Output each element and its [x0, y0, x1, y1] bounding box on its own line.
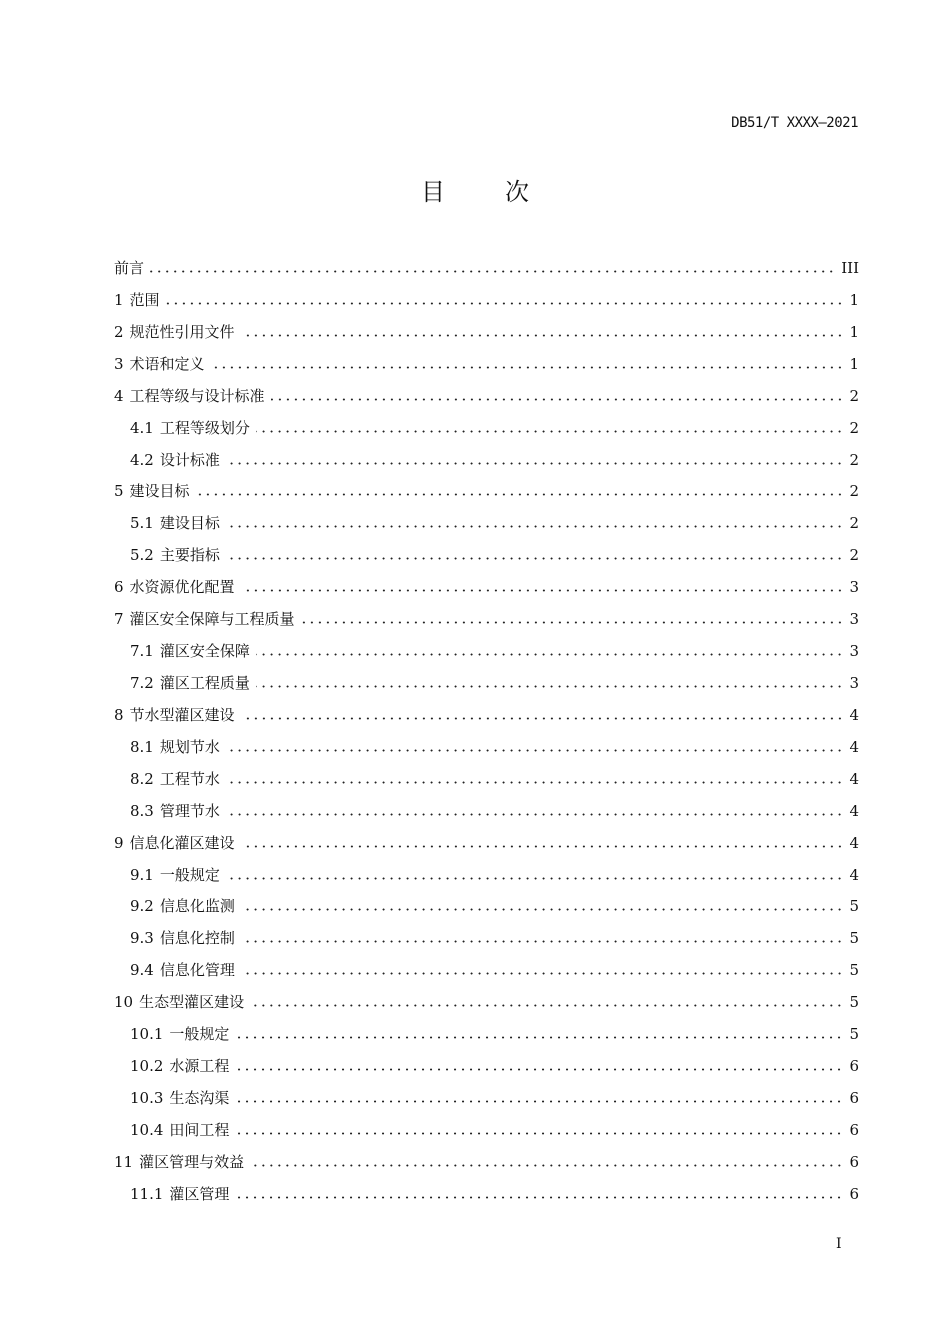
toc-entry[interactable]: [114, 512, 859, 544]
dot-leader: [196, 493, 844, 496]
toc-entry-number: 1: [114, 290, 124, 309]
toc-entry-text: 信息化管理: [159, 961, 235, 980]
toc-entry-number: 10.2: [130, 1057, 164, 1076]
toc-entry-page: 2: [849, 418, 859, 437]
toc-entry-label: [114, 321, 235, 342]
toc-entry-number: 6: [114, 578, 124, 597]
toc-entry-page: 4: [849, 833, 859, 852]
dot-leader: [226, 877, 844, 880]
toc-entry-label: [130, 417, 250, 438]
dot-leader: [241, 717, 844, 720]
dot-leader: [301, 621, 844, 624]
toc-entry-page: 5: [849, 961, 859, 980]
toc-entry-label: [130, 672, 250, 693]
toc-entry[interactable]: [114, 608, 859, 640]
toc-entry[interactable]: [114, 385, 859, 417]
toc-entry-text: 工程节水: [159, 769, 220, 788]
dot-leader: [226, 462, 844, 465]
toc-entry[interactable]: [114, 991, 859, 1023]
toc-entry-text: 灌区安全保障与工程质量: [129, 610, 295, 629]
toc-entry[interactable]: [114, 895, 859, 927]
dot-leader: [250, 1164, 843, 1167]
toc-entry-text: 水资源优化配置: [129, 578, 235, 597]
dot-leader: [256, 653, 844, 656]
toc-entry[interactable]: [114, 417, 859, 449]
toc-entry-page: 1: [849, 354, 859, 373]
toc-entry-text: 一般规定: [159, 865, 220, 884]
toc-entry[interactable]: [114, 704, 859, 736]
toc-entry-label: [114, 576, 235, 597]
toc-entry-number: 10.4: [130, 1120, 164, 1139]
toc-entry-page: 4: [849, 769, 859, 788]
toc-entry[interactable]: [114, 672, 859, 704]
toc-entry-label: [114, 289, 160, 310]
toc-entry-page: 2: [849, 514, 859, 533]
dot-leader: [226, 525, 844, 528]
toc-entry[interactable]: [114, 832, 859, 864]
toc-entry-label: [130, 768, 220, 789]
toc-entry-page: 3: [849, 578, 859, 597]
page-number: I: [836, 1236, 842, 1252]
toc-entry-page: 1: [849, 290, 859, 309]
toc-entry-number: 8.1: [130, 737, 154, 756]
toc-entry-page: 3: [849, 610, 859, 629]
toc-entry[interactable]: [114, 257, 859, 289]
toc-entry-text: 生态型灌区建设: [139, 993, 245, 1012]
toc-entry[interactable]: [114, 1151, 859, 1183]
toc-entry-number: 8: [114, 705, 124, 724]
toc-entry-page: 2: [849, 546, 859, 565]
dot-leader: [235, 1132, 843, 1135]
toc-entry-label: [114, 704, 235, 725]
toc-entry-page: 4: [849, 801, 859, 820]
toc-entry-label: [114, 257, 144, 278]
toc-entry-label: [130, 544, 220, 565]
toc-entry-label: [130, 1183, 229, 1204]
dot-leader: [150, 270, 835, 273]
toc-entry-number: 2: [114, 322, 124, 341]
toc-entry-label: [130, 1023, 229, 1044]
toc-entry[interactable]: [114, 927, 859, 959]
toc-entry-text: 信息化灌区建设: [129, 833, 235, 852]
toc-entry-text: 信息化监测: [159, 897, 235, 916]
toc-entry-number: 3: [114, 354, 124, 373]
toc-entry-label: [130, 927, 235, 948]
dot-leader: [250, 1004, 843, 1007]
toc-entry[interactable]: [114, 959, 859, 991]
toc-entry[interactable]: [114, 289, 859, 321]
toc-entry-label: [130, 640, 250, 661]
toc-entry-text: 灌区管理: [169, 1184, 230, 1203]
toc-entry-label: [130, 895, 235, 916]
toc-entry-page: 1: [849, 322, 859, 341]
toc-entry-text: 术语和定义: [129, 354, 205, 373]
toc-entry-page: 6: [849, 1184, 859, 1203]
toc-entry-number: 9.4: [130, 961, 154, 980]
toc-entry[interactable]: [114, 576, 859, 608]
toc-entry-text: 节水型灌区建设: [129, 705, 235, 724]
toc-entry-number: 9.2: [130, 897, 154, 916]
dot-leader: [241, 972, 844, 975]
toc-entry-label: [114, 608, 295, 629]
toc-entry-text: 灌区安全保障: [159, 642, 250, 661]
toc-entry-number: 10.1: [130, 1025, 164, 1044]
toc-entry-label: [130, 959, 235, 980]
toc-entry-number: 4: [114, 386, 124, 405]
dot-leader: [166, 302, 844, 305]
toc-entry-label: [114, 480, 190, 501]
toc-entry[interactable]: [114, 1183, 859, 1215]
toc-entry-page: 5: [849, 897, 859, 916]
toc-entry-page: 5: [849, 1025, 859, 1044]
toc-entry-page: 3: [849, 673, 859, 692]
toc-entry-label: [130, 736, 220, 757]
toc-entry[interactable]: [114, 736, 859, 768]
dot-leader: [226, 781, 844, 784]
toc-entry-label: [130, 512, 220, 533]
toc-entry-number: 9.1: [130, 865, 154, 884]
toc-entry-page: 2: [849, 386, 859, 405]
dot-leader: [241, 908, 844, 911]
toc-entry-number: 8.2: [130, 769, 154, 788]
toc-entry-text: 范围: [129, 290, 160, 309]
dot-leader: [226, 557, 844, 560]
dot-leader: [241, 334, 844, 337]
page-title: [0, 172, 950, 207]
dot-leader: [241, 589, 844, 592]
toc-entry[interactable]: [114, 480, 859, 512]
toc-entry-number: 11.1: [130, 1184, 164, 1203]
toc-entry-page: 5: [849, 929, 859, 948]
dot-leader: [241, 845, 844, 848]
toc-entry-number: 10.3: [130, 1088, 164, 1107]
toc-entry-number: 5.2: [130, 546, 154, 565]
toc-entry-label: [114, 991, 244, 1012]
toc-entry-number: 5.1: [130, 514, 154, 533]
standard-number: DB51/T XXXX—2021: [731, 115, 858, 131]
toc-entry[interactable]: [114, 353, 859, 385]
toc-entry-page: 4: [849, 705, 859, 724]
toc-entry-label: [130, 864, 220, 885]
toc-entry[interactable]: [114, 864, 859, 896]
dot-leader: [235, 1100, 843, 1103]
toc-entry-text: 前言: [114, 259, 145, 277]
toc-entry-label: [114, 1151, 244, 1172]
toc-entry-text: 水源工程: [169, 1057, 230, 1076]
toc-entry-number: 7: [114, 610, 124, 629]
toc-entry-text: 信息化控制: [159, 929, 235, 948]
toc-entry[interactable]: [114, 1087, 859, 1119]
toc-entry[interactable]: [114, 544, 859, 576]
toc-entry-page: 3: [849, 642, 859, 661]
toc-entry-text: 管理节水: [159, 801, 220, 820]
toc-entry-label: [114, 353, 205, 374]
toc-entry[interactable]: [114, 800, 859, 832]
toc-entry-label: [130, 449, 220, 470]
toc-entry-label: [130, 1087, 229, 1108]
toc-entry-text: 规划节水: [159, 737, 220, 756]
toc-entry-label: [114, 385, 265, 406]
toc-entry-page: 2: [849, 482, 859, 501]
toc-entry[interactable]: [114, 640, 859, 672]
toc-entry[interactable]: [114, 449, 859, 481]
toc-entry-text: 灌区工程质量: [159, 673, 250, 692]
toc-entry-text: 灌区管理与效益: [139, 1152, 245, 1171]
dot-leader: [226, 813, 844, 816]
toc-entry-text: 工程等级与设计标准: [129, 386, 265, 405]
dot-leader: [241, 940, 844, 943]
title-char: 目: [421, 178, 445, 206]
toc-entry-text: 主要指标: [159, 546, 220, 565]
title-char: 次: [505, 178, 529, 206]
toc-entry-label: [130, 1119, 229, 1140]
toc-entry-number: 9: [114, 833, 124, 852]
toc-entry-number: 11: [114, 1152, 134, 1171]
toc-entry-page: 6: [849, 1120, 859, 1139]
toc-entry-number: 9.3: [130, 929, 154, 948]
dot-leader: [235, 1068, 843, 1071]
table-of-contents: [114, 257, 859, 1215]
toc-entry-label: [114, 832, 235, 853]
dot-leader: [271, 398, 844, 401]
toc-entry-text: 田间工程: [169, 1120, 230, 1139]
toc-entry-page: 2: [849, 450, 859, 469]
dot-leader: [211, 366, 844, 369]
toc-entry-text: 建设目标: [129, 482, 190, 501]
toc-entry-number: 8.3: [130, 801, 154, 820]
toc-entry[interactable]: [114, 768, 859, 800]
dot-leader: [235, 1036, 843, 1039]
toc-entry-page: 6: [849, 1088, 859, 1107]
toc-entry-label: [130, 1055, 229, 1076]
dot-leader: [256, 685, 844, 688]
dot-leader: [235, 1196, 843, 1199]
dot-leader: [256, 430, 844, 433]
toc-entry-text: 设计标准: [159, 450, 220, 469]
toc-entry-number: 10: [114, 993, 134, 1012]
toc-entry[interactable]: [114, 1023, 859, 1055]
toc-entry-number: 5: [114, 482, 124, 501]
toc-entry-page: 4: [849, 865, 859, 884]
toc-entry-number: 4.2: [130, 450, 154, 469]
toc-entry-page: 4: [849, 737, 859, 756]
toc-entry-text: 建设目标: [159, 514, 220, 533]
toc-entry-text: 生态沟渠: [169, 1088, 230, 1107]
toc-entry-page: 5: [849, 993, 859, 1012]
toc-entry-page: III: [841, 259, 859, 277]
toc-entry-page: 6: [849, 1152, 859, 1171]
toc-entry-text: 规范性引用文件: [129, 322, 235, 341]
toc-entry-number: 7.2: [130, 673, 154, 692]
toc-entry-text: 工程等级划分: [159, 418, 250, 437]
dot-leader: [226, 749, 844, 752]
toc-entry-number: 7.1: [130, 642, 154, 661]
toc-entry-number: 4.1: [130, 418, 154, 437]
toc-entry[interactable]: [114, 1119, 859, 1151]
toc-entry[interactable]: [114, 321, 859, 353]
toc-entry[interactable]: [114, 1055, 859, 1087]
toc-entry-page: 6: [849, 1057, 859, 1076]
toc-entry-label: [130, 800, 220, 821]
toc-entry-text: 一般规定: [169, 1025, 230, 1044]
